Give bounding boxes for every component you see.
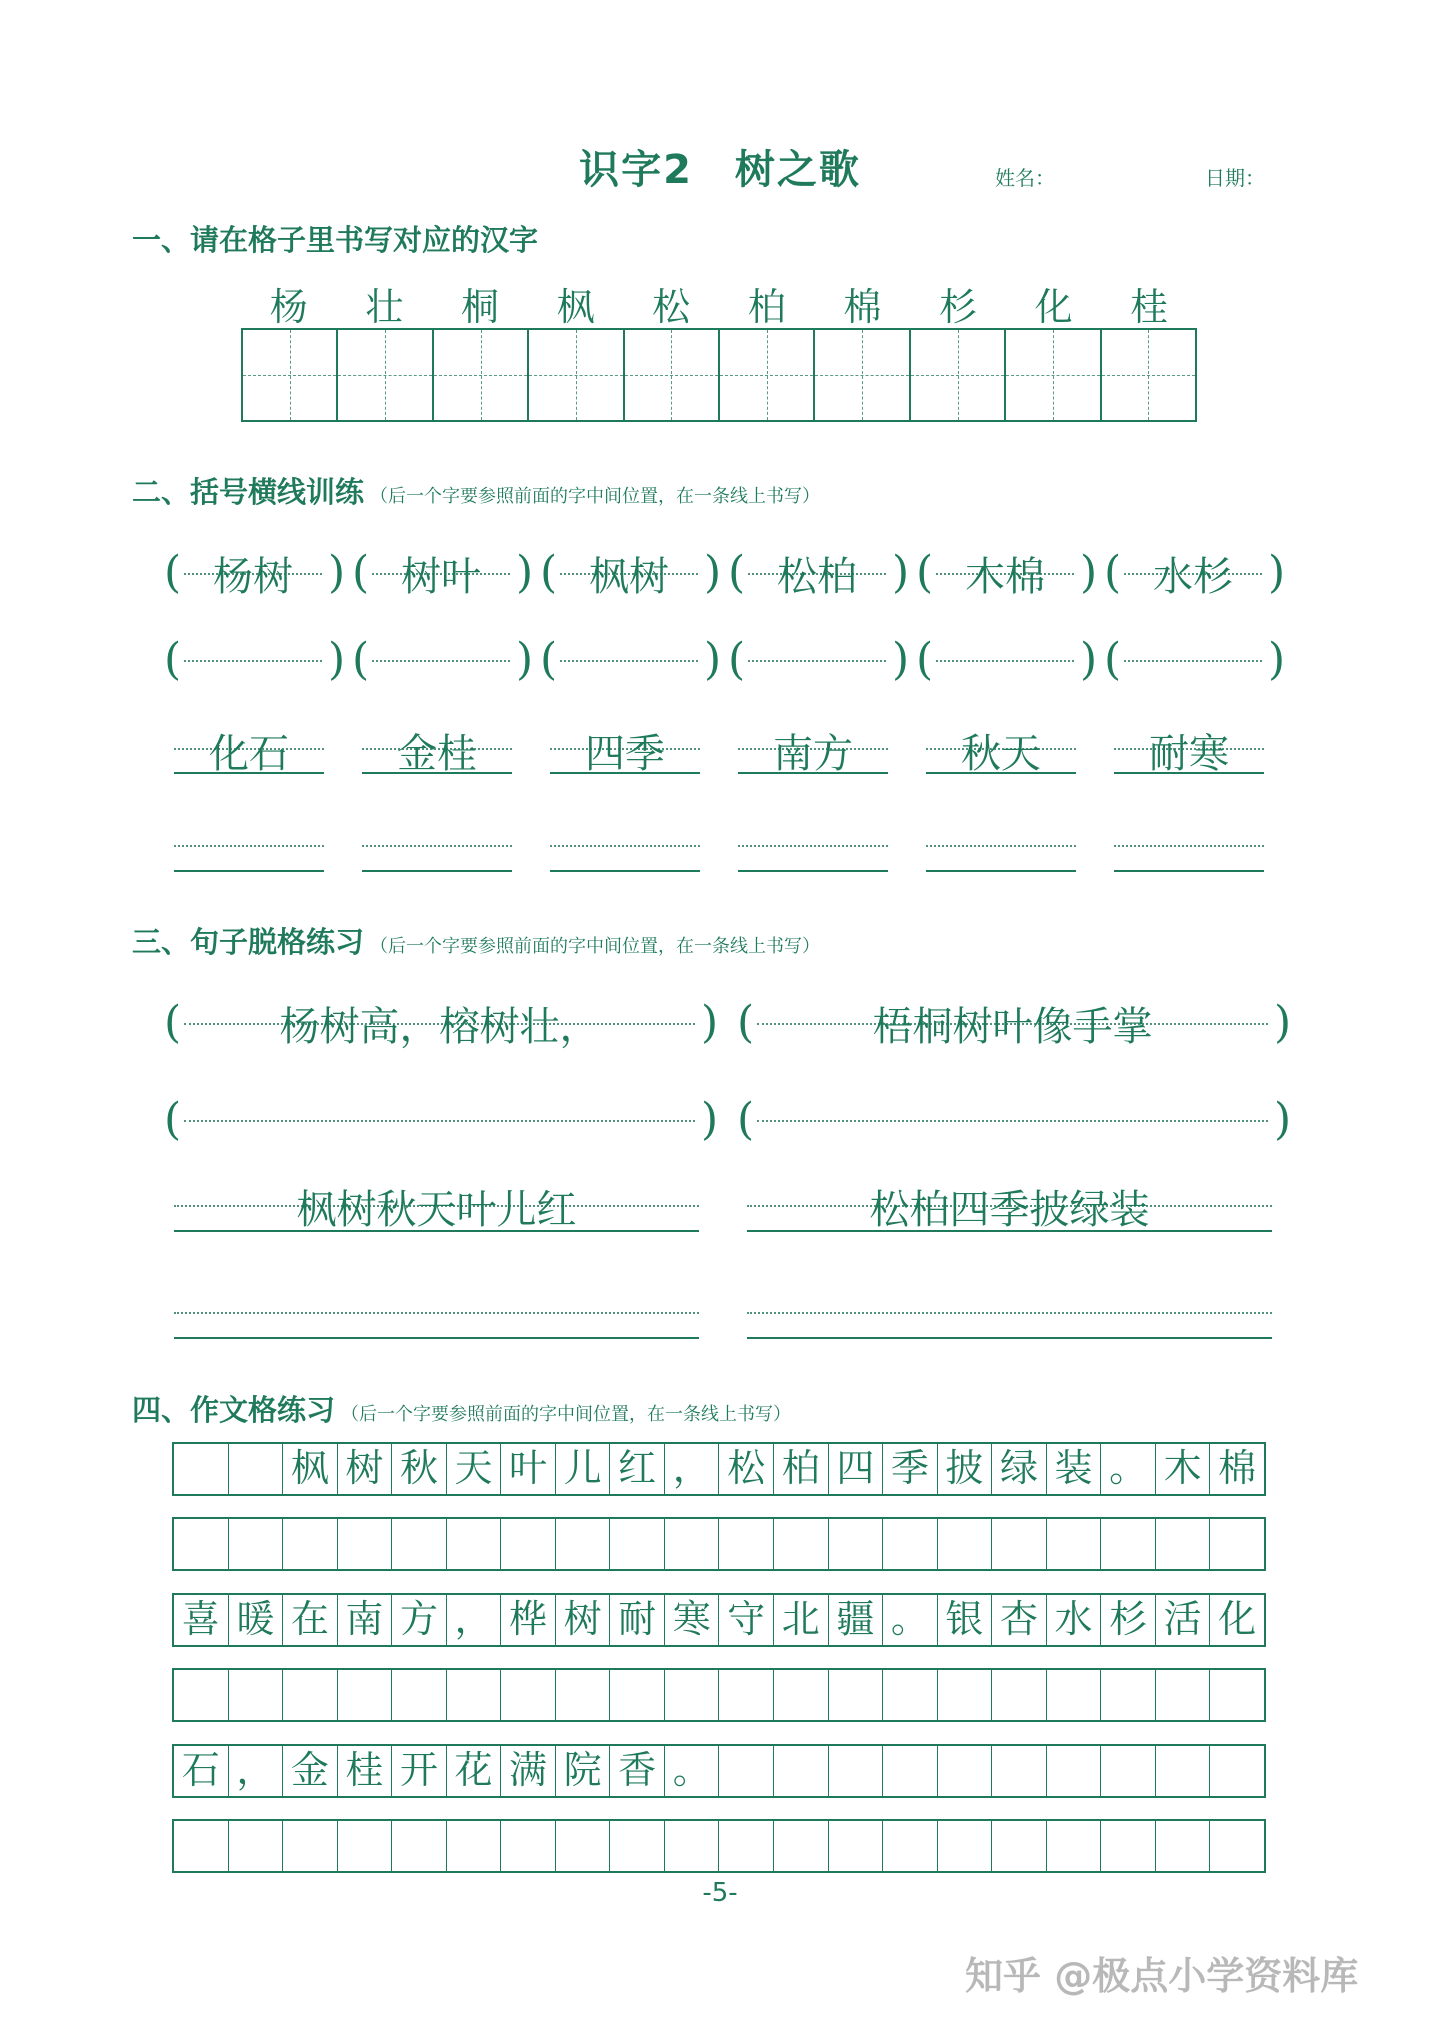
composition-char: 松 xyxy=(719,1444,774,1494)
composition-char: 满 xyxy=(501,1746,556,1796)
composition-char: 叶 xyxy=(501,1444,556,1494)
composition-char: 儿 xyxy=(556,1444,611,1494)
composition-cell[interactable] xyxy=(719,1670,774,1720)
composition-cell[interactable] xyxy=(610,1821,665,1871)
composition-cell[interactable] xyxy=(229,1444,284,1494)
dotted-guide-line xyxy=(926,845,1076,847)
composition-row xyxy=(172,1744,1266,1798)
composition-char: 石 xyxy=(174,1746,229,1796)
composition-cell[interactable] xyxy=(174,1670,229,1720)
composition-row xyxy=(172,1668,1266,1722)
right-paren: ) xyxy=(1274,1094,1292,1145)
line-word: 南方 xyxy=(773,731,853,777)
base-line[interactable] xyxy=(747,1337,1272,1339)
composition-char: 装 xyxy=(1047,1444,1102,1494)
composition-cell[interactable] xyxy=(1210,1670,1264,1720)
dotted-guide-line xyxy=(747,1312,1272,1314)
composition-row xyxy=(172,1819,1266,1873)
composition-cell[interactable] xyxy=(1156,1670,1211,1720)
left-paren: ( xyxy=(540,634,558,685)
composition-char: 香 xyxy=(610,1746,665,1796)
composition-cell[interactable] xyxy=(883,1519,938,1569)
right-paren: ) xyxy=(328,547,346,598)
composition-char: 绿 xyxy=(992,1444,1047,1494)
bracket-sentence: 梧桐树叶像手掌 xyxy=(872,1004,1153,1050)
writing-area[interactable] xyxy=(936,634,1074,686)
composition-cell[interactable] xyxy=(1101,1821,1156,1871)
line-word: 耐寒 xyxy=(1149,731,1229,777)
line-sentence: 枫树秋天叶儿红 xyxy=(296,1187,577,1233)
composition-char: 柏 xyxy=(774,1444,829,1494)
tianzige-cell[interactable] xyxy=(1102,330,1195,420)
tianzige-cell[interactable] xyxy=(1006,330,1101,420)
left-paren: ( xyxy=(737,997,755,1048)
composition-row xyxy=(172,1442,1266,1496)
section3-heading xyxy=(132,920,820,961)
composition-cell[interactable] xyxy=(883,1746,938,1796)
left-paren: ( xyxy=(916,547,934,598)
composition-char: 南 xyxy=(338,1595,393,1645)
section1-heading-text: 一、请在格子里书写对应的汉字 xyxy=(132,223,539,257)
composition-cell[interactable] xyxy=(1210,1519,1264,1569)
composition-cell[interactable] xyxy=(829,1746,884,1796)
composition-cell[interactable] xyxy=(829,1519,884,1569)
date-label: 日期： xyxy=(1205,166,1265,190)
composition-cell[interactable] xyxy=(938,1519,993,1569)
left-paren: ( xyxy=(1104,634,1122,685)
composition-cell[interactable] xyxy=(501,1519,556,1569)
tianzige-cell[interactable] xyxy=(625,330,720,420)
section2-note: （后一个字要参照前面的字中间位置，在一条线上书写） xyxy=(370,486,821,507)
composition-cell[interactable] xyxy=(719,1746,774,1796)
composition-char: 活 xyxy=(1156,1595,1211,1645)
composition-cell[interactable] xyxy=(1047,1670,1102,1720)
char-label: 松 xyxy=(652,285,691,329)
right-paren: ) xyxy=(892,634,910,685)
right-paren: ) xyxy=(516,547,534,598)
composition-char: 守 xyxy=(719,1595,774,1645)
dotted-guide-line xyxy=(174,1312,699,1314)
composition-cell[interactable] xyxy=(992,1670,1047,1720)
composition-cell[interactable] xyxy=(1210,1746,1264,1796)
watermark: 知乎 @极点小学资料库 xyxy=(965,1954,1359,1998)
composition-cell[interactable] xyxy=(1156,1821,1211,1871)
left-paren: ( xyxy=(728,634,746,685)
composition-row xyxy=(172,1593,1266,1647)
composition-char: 披 xyxy=(938,1444,993,1494)
line-word: 秋天 xyxy=(961,731,1041,777)
composition-cell[interactable] xyxy=(1101,1746,1156,1796)
left-paren: ( xyxy=(164,1094,182,1145)
name-label: 姓名： xyxy=(995,166,1055,190)
composition-char: 红 xyxy=(610,1444,665,1494)
composition-cell[interactable] xyxy=(174,1444,229,1494)
composition-char: 树 xyxy=(556,1595,611,1645)
line-word: 化石 xyxy=(209,731,289,777)
composition-cell[interactable] xyxy=(501,1670,556,1720)
composition-cell[interactable] xyxy=(992,1519,1047,1569)
composition-cell[interactable] xyxy=(992,1821,1047,1871)
line-word: 四季 xyxy=(585,731,665,777)
writing-area[interactable] xyxy=(372,634,510,686)
char-label: 杉 xyxy=(938,285,977,329)
composition-cell[interactable] xyxy=(338,1670,393,1720)
writing-area[interactable] xyxy=(748,634,886,686)
composition-char: 方 xyxy=(392,1595,447,1645)
dotted-guide-line xyxy=(738,845,888,847)
composition-cell[interactable] xyxy=(392,1821,447,1871)
section3-heading-text: 三、句子脱格练习 xyxy=(132,925,365,959)
composition-char: 桂 xyxy=(338,1746,393,1796)
composition-char: 银 xyxy=(938,1595,993,1645)
char-label: 壮 xyxy=(365,285,404,329)
composition-cell[interactable] xyxy=(1047,1746,1102,1796)
composition-cell[interactable] xyxy=(1101,1519,1156,1569)
composition-char: 杉 xyxy=(1101,1595,1156,1645)
composition-cell[interactable] xyxy=(283,1519,338,1569)
right-paren: ) xyxy=(328,634,346,685)
composition-cell[interactable] xyxy=(774,1670,829,1720)
composition-char: 化 xyxy=(1218,1597,1257,1641)
composition-cell[interactable] xyxy=(938,1746,993,1796)
composition-char: 天 xyxy=(447,1444,502,1494)
char-label: 桂 xyxy=(1130,285,1169,329)
composition-cell[interactable] xyxy=(229,1821,284,1871)
tianzige-cell[interactable] xyxy=(243,330,338,420)
writing-area[interactable] xyxy=(184,634,322,686)
composition-cell[interactable] xyxy=(501,1821,556,1871)
composition-cell[interactable] xyxy=(829,1821,884,1871)
left-paren: ( xyxy=(164,634,182,685)
section4-heading-text: 四、作文格练习 xyxy=(132,1393,336,1427)
composition-cell[interactable] xyxy=(719,1821,774,1871)
bracket-word: 松柏 xyxy=(777,554,857,600)
writing-area[interactable] xyxy=(184,1094,695,1146)
composition-cell[interactable] xyxy=(719,1519,774,1569)
composition-cell[interactable] xyxy=(774,1821,829,1871)
tianzige-cell[interactable] xyxy=(720,330,815,420)
composition-char: 金 xyxy=(283,1746,338,1796)
base-line[interactable] xyxy=(1114,870,1264,872)
bracket-word: 枫树 xyxy=(589,554,669,600)
composition-char: 杏 xyxy=(992,1595,1047,1645)
right-paren: ) xyxy=(701,1094,719,1145)
composition-cell[interactable] xyxy=(610,1519,665,1569)
composition-cell[interactable] xyxy=(556,1670,611,1720)
composition-char: ， xyxy=(229,1746,284,1796)
composition-char: 在 xyxy=(283,1595,338,1645)
composition-char: 棉 xyxy=(1218,1446,1257,1490)
bracket-word: 杨树 xyxy=(213,554,293,600)
right-paren: ) xyxy=(1080,547,1098,598)
composition-char: 北 xyxy=(774,1595,829,1645)
composition-char: ， xyxy=(665,1444,720,1494)
left-paren: ( xyxy=(728,547,746,598)
composition-char: 。 xyxy=(1101,1444,1156,1494)
composition-cell[interactable] xyxy=(174,1519,229,1569)
char-label: 杨 xyxy=(269,285,308,329)
left-paren: ( xyxy=(352,547,370,598)
composition-cell[interactable] xyxy=(938,1821,993,1871)
composition-cell[interactable] xyxy=(992,1746,1047,1796)
left-paren: ( xyxy=(1104,547,1122,598)
composition-cell[interactable] xyxy=(883,1821,938,1871)
right-paren: ) xyxy=(892,547,910,598)
composition-cell[interactable] xyxy=(883,1670,938,1720)
composition-cell[interactable] xyxy=(1210,1821,1264,1871)
char-label: 化 xyxy=(1034,285,1073,329)
base-line[interactable] xyxy=(738,870,888,872)
composition-cell[interactable] xyxy=(1156,1746,1211,1796)
right-paren: ) xyxy=(701,997,719,1048)
bracket-word: 树叶 xyxy=(401,554,481,600)
composition-row xyxy=(172,1517,1266,1571)
composition-char: 寒 xyxy=(665,1595,720,1645)
composition-cell[interactable] xyxy=(938,1670,993,1720)
composition-char: 四 xyxy=(829,1444,884,1494)
dotted-guide-line xyxy=(1114,845,1264,847)
base-line[interactable] xyxy=(926,870,1076,872)
composition-cell[interactable] xyxy=(338,1519,393,1569)
right-paren: ) xyxy=(704,634,722,685)
composition-cell[interactable] xyxy=(229,1519,284,1569)
tianzige-grid xyxy=(241,328,1197,422)
composition-char: 。 xyxy=(883,1595,938,1645)
worksheet-title: 识字2 树之歌 xyxy=(579,147,861,193)
dotted-guide-line xyxy=(550,845,700,847)
section2-heading-text: 二、括号横线训练 xyxy=(132,475,365,509)
composition-cell[interactable] xyxy=(283,1670,338,1720)
base-line[interactable] xyxy=(362,870,512,872)
writing-area[interactable] xyxy=(757,1094,1268,1146)
composition-cell[interactable] xyxy=(174,1821,229,1871)
right-paren: ) xyxy=(1080,634,1098,685)
composition-char: 木 xyxy=(1156,1444,1211,1494)
left-paren: ( xyxy=(737,1094,755,1145)
composition-cell[interactable] xyxy=(1047,1519,1102,1569)
composition-char: 。 xyxy=(665,1746,720,1796)
section1-heading xyxy=(132,218,538,259)
composition-char: 开 xyxy=(392,1746,447,1796)
composition-cell[interactable] xyxy=(610,1670,665,1720)
composition-cell[interactable] xyxy=(665,1519,720,1569)
line-word: 金桂 xyxy=(397,731,477,777)
section4-note: （后一个字要参照前面的字中间位置，在一条线上书写） xyxy=(341,1404,792,1425)
composition-cell[interactable] xyxy=(556,1519,611,1569)
left-paren: ( xyxy=(540,547,558,598)
composition-char: 疆 xyxy=(829,1595,884,1645)
right-paren: ) xyxy=(1274,997,1292,1048)
line-sentence: 松柏四季披绿装 xyxy=(869,1187,1150,1233)
composition-cell[interactable] xyxy=(447,1519,502,1569)
composition-char: 季 xyxy=(883,1444,938,1494)
left-paren: ( xyxy=(916,634,934,685)
tianzige-cell[interactable] xyxy=(434,330,529,420)
char-label: 桐 xyxy=(460,285,499,329)
left-paren: ( xyxy=(352,634,370,685)
composition-char: 枫 xyxy=(283,1444,338,1494)
composition-cell[interactable] xyxy=(392,1670,447,1720)
left-paren: ( xyxy=(164,997,182,1048)
dotted-guide-line xyxy=(362,845,512,847)
composition-cell[interactable] xyxy=(665,1821,720,1871)
composition-char: 桦 xyxy=(501,1595,556,1645)
left-paren: ( xyxy=(164,547,182,598)
composition-char: 院 xyxy=(556,1746,611,1796)
composition-cell[interactable] xyxy=(338,1821,393,1871)
base-line[interactable] xyxy=(550,870,700,872)
base-line[interactable] xyxy=(174,870,324,872)
composition-char: 花 xyxy=(447,1746,502,1796)
bracket-word: 木棉 xyxy=(965,554,1045,600)
tianzige-cell[interactable] xyxy=(815,330,910,420)
composition-cell[interactable] xyxy=(774,1746,829,1796)
composition-cell[interactable] xyxy=(665,1670,720,1720)
composition-cell[interactable] xyxy=(1047,1821,1102,1871)
composition-char: 暖 xyxy=(229,1595,284,1645)
bracket-word: 水杉 xyxy=(1153,554,1233,600)
composition-cell[interactable] xyxy=(1101,1670,1156,1720)
section2-heading xyxy=(132,470,820,511)
composition-char: ， xyxy=(447,1595,502,1645)
tianzige-cell[interactable] xyxy=(338,330,433,420)
composition-cell[interactable] xyxy=(1156,1519,1211,1569)
section4-heading xyxy=(132,1388,791,1429)
tianzige-cell[interactable] xyxy=(529,330,624,420)
composition-cell[interactable] xyxy=(447,1670,502,1720)
right-paren: ) xyxy=(1268,634,1286,685)
composition-cell[interactable] xyxy=(829,1670,884,1720)
composition-char: 耐 xyxy=(610,1595,665,1645)
right-paren: ) xyxy=(704,547,722,598)
composition-cell[interactable] xyxy=(774,1519,829,1569)
composition-cell[interactable] xyxy=(392,1519,447,1569)
composition-cell[interactable] xyxy=(229,1670,284,1720)
base-line[interactable] xyxy=(174,1337,699,1339)
char-label: 柏 xyxy=(747,285,786,329)
bracket-sentence: 杨树高，榕树壮， xyxy=(279,1004,600,1050)
right-paren: ) xyxy=(1268,547,1286,598)
page-number: -5- xyxy=(702,1878,738,1908)
right-paren: ) xyxy=(516,634,534,685)
composition-char: 秋 xyxy=(392,1444,447,1494)
char-label: 棉 xyxy=(843,285,882,329)
composition-cell[interactable] xyxy=(283,1821,338,1871)
section3-note: （后一个字要参照前面的字中间位置，在一条线上书写） xyxy=(370,936,821,957)
composition-cell[interactable] xyxy=(447,1821,502,1871)
char-label: 枫 xyxy=(556,285,595,329)
composition-char: 喜 xyxy=(174,1595,229,1645)
dotted-guide-line xyxy=(174,845,324,847)
composition-cell[interactable] xyxy=(556,1821,611,1871)
composition-char: 树 xyxy=(338,1444,393,1494)
composition-char: 水 xyxy=(1047,1595,1102,1645)
writing-area[interactable] xyxy=(560,634,698,686)
tianzige-cell[interactable] xyxy=(911,330,1006,420)
writing-area[interactable] xyxy=(1124,634,1262,686)
